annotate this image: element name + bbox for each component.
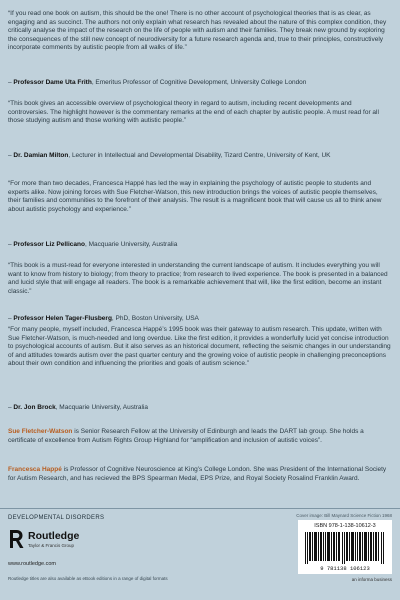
endorsement-quote-2: “This book gives an accessible overview of psychological theory in regard to autism, including recent developments and controversies. The highlight however is the commentary remarks at the end of each chapter by autistic people. A must read for all those studying autism and those working with autistic people.” bbox=[8, 100, 379, 125]
author-name-1: Sue Fletcher-Watson bbox=[8, 428, 73, 435]
endorser-name-2: Dr. Damian Milton bbox=[13, 152, 69, 159]
author-bio-text-1: is Senior Research Fellow at the University of Edinburgh and leads the DART lab group. She holds a certificate of excellence from Autism Rights Group Highland for “amplification and inclusion of autistic voices”. bbox=[8, 428, 364, 444]
endorser-affiliation-2: , Lecturer in Intellectual and Developmental Disability, Tizard Centre, University of Kent, UK bbox=[68, 152, 331, 159]
endorser-name-4: Professor Helen Tager-Flusberg bbox=[13, 315, 112, 322]
endorser-name-5: Dr. Jon Brock bbox=[13, 404, 56, 411]
endorsement-attribution-3: – Professor Liz Pellicano, Macquarie University, Australia bbox=[8, 241, 178, 248]
endorser-affiliation-5: , Macquarie University, Australia bbox=[55, 404, 149, 411]
endorsement-attribution-5: – Dr. Jon Brock, Macquarie University, Australia bbox=[8, 404, 149, 411]
publisher-logo bbox=[8, 528, 108, 558]
endorsement-quote-5: “For many people, myself included, Francesca Happé’s 1995 book was their gateway to autism research. This update, written with Sue Fletcher-Watson, is much-needed and long overdue. Like the first edition, it provides a wonderfully lucid yet concise introduction to psychological accounts of autism. But it also serves as an historical document, reflecting the seismic changes in our understanding of and attitudes towards autism over the past quarter century and the growing voice of autistic people in challenging preconceptions about their own condition and influencing the priorities and goals of autism science.” bbox=[8, 326, 391, 368]
publisher-name: Routledge bbox=[28, 530, 80, 542]
endorser-affiliation-1: , Emeritus Professor of Cognitive Development, University College London bbox=[91, 79, 307, 86]
endorsement-quote-3: “For more than two decades, Francesca Happé has led the way in explaining the psychology of autistic people to students and experts alike. Now joining forces with Sue Fletcher-Watson, this new introduction brings the voices of autistic people themselves, their families and communities to the forefront of their analysis. The result is a magnificent book that will cause us all to think anew about autistic psychology and experience.” bbox=[8, 180, 382, 213]
endorser-affiliation-3: , Macquarie University, Australia bbox=[84, 241, 178, 248]
endorser-name-1: Professor Dame Uta Frith bbox=[13, 79, 92, 86]
publisher-url[interactable]: www.routledge.com bbox=[8, 561, 56, 567]
isbn-label: ISBN 978-1-138-10612-3 bbox=[314, 523, 376, 529]
endorsement-quote-4: “This book is a must-read for everyone interested in understanding the current landscape of autism. It includes everything you will want to know from history to biology; from theory to practice; from research to lived experience. The book is presented in a balanced and lucid style that will engage all readers. The book is a remarkable achievement that will, like the first edition, become an instant classic.” bbox=[8, 262, 388, 295]
endorsement-attribution-1: – Professor Dame Uta Frith, Emeritus Professor of Cognitive Development, University College London bbox=[8, 79, 307, 86]
endorsement-attribution-4: – Professor Helen Tager-Flusberg, PhD, Boston University, USA bbox=[8, 315, 199, 322]
author-bio-text-2: is Professor of Cognitive Neuroscience at King’s College London. She was President of the International Society for Autism Research, and has recieved the BPS Spearman Medal, EPS Prize, and Royal Society Rosalind Franklin Award. bbox=[8, 466, 387, 482]
barcode-icon bbox=[305, 532, 385, 564]
author-bio-1 bbox=[8, 428, 392, 445]
author-bio-2 bbox=[8, 466, 392, 483]
endorser-affiliation-4: , PhD, Boston University, USA bbox=[111, 315, 199, 322]
subject-category: DEVELOPMENTAL DISORDERS bbox=[8, 515, 105, 521]
footer-divider bbox=[0, 508, 400, 509]
publisher-subtitle: Taylor & Francis Group bbox=[28, 543, 75, 548]
cover-image-credit: Cover image: Bill Maynard Science Fiction 1968 bbox=[296, 513, 392, 518]
barcode-number: 9 781138 106123 bbox=[320, 565, 370, 572]
isbn-barcode-box bbox=[298, 520, 392, 574]
endorsement-quote-1: “If you read one book on autism, this should be the one! There is no other account of psychological theories that is as clear, as engaging and as succinct. The authors not only explain what research has revealed about the nature of this complex condition, they critically analyse the impact of the research on the life of people with autism and their families. They break new ground by exploring the consequences of the still new concept of neurodiversity for a future research agenda and, true to their principles, constructively incorporate comments by autistic people from all walks of life.” bbox=[8, 10, 387, 52]
endorser-name-3: Professor Liz Pellicano bbox=[13, 241, 85, 248]
endorsement-attribution-2: – Dr. Damian Milton, Lecturer in Intellectual and Developmental Disability, Tizard Centre, University of Kent, UK bbox=[8, 152, 331, 159]
routledge-logo-icon bbox=[8, 528, 24, 550]
author-name-2: Francesca Happé bbox=[8, 466, 62, 473]
informa-tagline: an informa business bbox=[351, 577, 392, 582]
ebook-note: Routledge titles are also available as eBook editions in a range of digital formats bbox=[8, 576, 168, 581]
